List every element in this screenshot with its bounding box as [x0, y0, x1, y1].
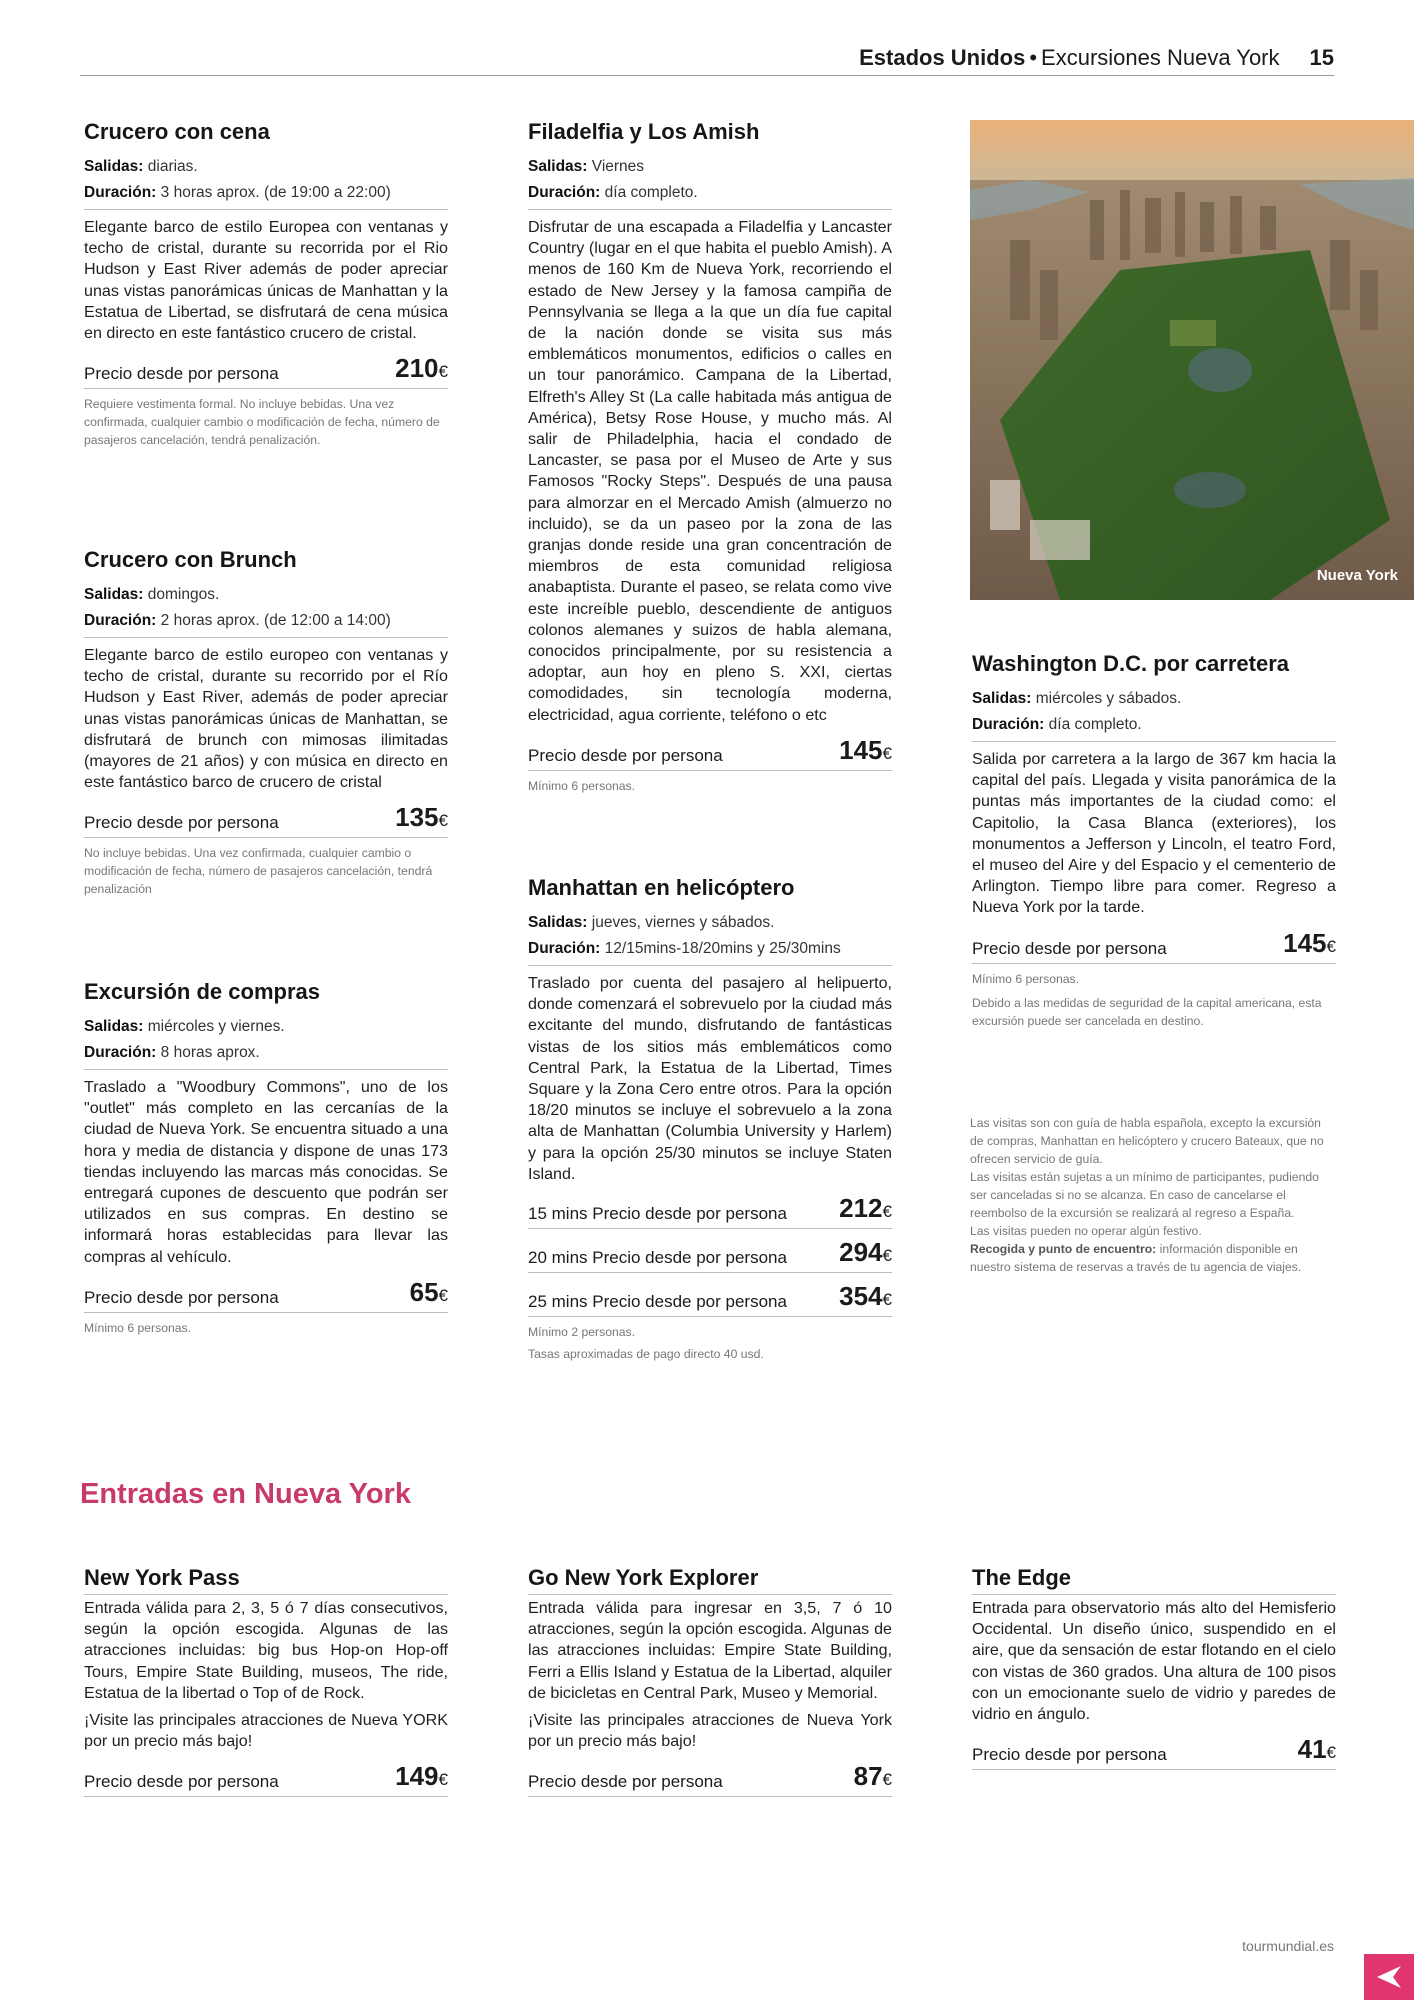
excursion-helicoptero [528, 874, 892, 1363]
duracion-label: Duración: [528, 940, 601, 957]
pickup-text: información disponible en nuestro sistema de reservas a través de tu agencia de viajes. [970, 1242, 1302, 1274]
currency-symbol: € [438, 1285, 448, 1305]
price-amount: 149 [395, 1761, 439, 1792]
entrada-new-york-pass [84, 1564, 448, 1797]
excursion-meta [84, 1014, 448, 1070]
duracion-value: 8 horas aprox. [160, 1044, 260, 1061]
currency-symbol: € [882, 743, 892, 763]
price-amount: 145 [1283, 927, 1327, 958]
duracion-value: día completo. [604, 184, 698, 201]
photo-caption: Nueva York [1316, 567, 1398, 584]
excursion-washington [972, 650, 1336, 1030]
currency-symbol: € [438, 811, 448, 831]
excursion-description: Elegante barco de estilo Europea con ventanas y techo de cristal, durante su recorrida por el Rio Hudson y East River además de poder apreciar unas vistas panorámicas únicas de Manhattan y la Estatua de Libertad, se disfrutará de cena música en directo en este fantástico crucero de cristal. [84, 218, 448, 343]
header-country: Estados Unidos [859, 45, 1026, 70]
excursion-meta [972, 686, 1336, 742]
duracion-label: Duración: [84, 1044, 157, 1061]
general-notes [970, 1114, 1334, 1276]
salidas-value: jueves, viernes y sábados. [591, 914, 775, 931]
price-value [1298, 1735, 1336, 1767]
excursion-title: Excursión de compras [84, 979, 320, 1004]
excursion-compras [84, 978, 448, 1337]
currency-symbol: € [882, 1246, 892, 1266]
entrada-paragraph: ¡Visite las principales atracciones de Nueva York por un precio más bajo! [528, 1711, 892, 1751]
entrada-paragraph: Entrada válida para ingresar en 3,5, 7 ó 10 atracciones, según la opción escogida. Algunas de las atracciones incluidas: Empire State Building, Ferri a Ellis Island y Estatua de la Libertad, alquiler de bicicletas en Central Park, Museo y Memorial. [528, 1599, 892, 1702]
price-label: Precio desde por persona [972, 938, 1167, 958]
excursion-note: Requiere vestimenta formal. No incluye bebidas. Una vez confirmada, cualquier cambio o modificación de fecha, número de pasajeros cancelación, tendrá penalización. [84, 397, 440, 448]
price-row [528, 730, 892, 771]
price-value [854, 1762, 892, 1794]
entrada-paragraph: Entrada para observatorio más alto del Hemisferio Occidental. Un diseño único, suspendido en el aire, que da sensación de estar flotando en el cielo con vistas de 360 grados. Una altura de 100 pisos con un emocionante suelo de vidrio y paredes de vidrio en ángulo. [972, 1599, 1336, 1724]
price-label: 15 mins Precio desde por persona [528, 1204, 787, 1224]
price-label: Precio desde por persona [528, 745, 723, 765]
entrada-title: The Edge [972, 1564, 1336, 1595]
price-label: Precio desde por persona [528, 1772, 723, 1792]
price-value [395, 354, 448, 386]
salidas-label: Salidas: [84, 1018, 144, 1035]
entrada-the-edge [972, 1564, 1336, 1770]
page-number: 15 [1309, 45, 1334, 70]
entrada-paragraph: ¡Visite las principales atracciones de Nueva YORK por un precio más bajo! [84, 1711, 448, 1751]
excursion-description: Traslado a "Woodbury Commons", uno de los "outlet" más completo en las cercanías de la ciudad de Nueva York. Se encuentra situado a una hora y media de distancia y dispone de unas 173 tiendas incluyendo las marcas más conocidas. Se entregará cupones de descuento que podrán ser utilizados en sus compras. En destino se informará horas establecidas para llevar las compras al vehículo. [84, 1078, 448, 1266]
price-amount: 41 [1297, 1734, 1327, 1765]
note-holidays: Las visitas pueden no operar algún festivo. [970, 1224, 1202, 1238]
excursion-crucero-cena [84, 118, 448, 449]
price-row-20 [528, 1233, 892, 1273]
excursion-crucero-brunch [84, 546, 448, 898]
duracion-value: día completo. [1048, 716, 1142, 733]
left-arrow-icon [1375, 1963, 1403, 1991]
salidas-label: Salidas: [528, 914, 588, 931]
excursion-note-tasas: Tasas aproximadas de pago directo 40 usd. [528, 1347, 764, 1362]
central-park-aerial-image [970, 120, 1414, 600]
entrada-description [84, 1598, 448, 1752]
duracion-label: Duración: [972, 716, 1045, 733]
currency-symbol: € [882, 1770, 892, 1790]
pickup-label: Recogida y punto de encuentro: [970, 1242, 1157, 1256]
price-label: Precio desde por persona [84, 1287, 279, 1307]
back-button[interactable] [1364, 1954, 1414, 2000]
price-value [1283, 929, 1336, 961]
price-amount: 135 [395, 802, 439, 833]
excursion-note: Mínimo 2 personas. [528, 1325, 636, 1340]
note-guide: Las visitas son con guía de habla española, excepto la excursión de compras, Manhattan en helicóptero y crucero Bateaux, que no ofrecen servicio de guía. [970, 1116, 1324, 1166]
price-label: Precio desde por persona [84, 813, 279, 833]
price-row [972, 923, 1336, 964]
entrada-description [528, 1598, 892, 1752]
price-row [84, 348, 448, 389]
price-amount: 354 [839, 1281, 883, 1312]
excursion-note: Mínimo 6 personas. [84, 1320, 192, 1335]
excursion-note: Mínimo 6 personas. [528, 778, 636, 793]
price-value [839, 1238, 892, 1270]
note-minimum: Las visitas están sujetas a un mínimo de participantes, pudiendo ser canceladas si no se alcanza. En caso de cancelarse el reembolso de la excursión se realizará al regreso a España. [970, 1170, 1319, 1220]
duracion-value: 2 horas aprox. (de 12:00 a 14:00) [160, 612, 391, 629]
price-label: 25 mins Precio desde por persona [528, 1292, 787, 1312]
currency-symbol: € [438, 362, 448, 382]
currency-symbol: € [1326, 936, 1336, 956]
currency-symbol: € [882, 1202, 892, 1222]
duracion-label: Duración: [84, 184, 157, 201]
excursion-title: Crucero con Brunch [84, 547, 297, 572]
note-pickup [970, 1240, 1334, 1276]
currency-symbol: € [1326, 1743, 1336, 1763]
duracion-label: Duración: [84, 612, 157, 629]
price-value [839, 736, 892, 768]
salidas-label: Salidas: [84, 586, 144, 603]
price-value [839, 1282, 892, 1314]
header-text [859, 44, 1334, 72]
currency-symbol: € [438, 1770, 448, 1790]
excursion-filadelfia [528, 118, 892, 795]
excursion-meta [84, 582, 448, 638]
price-amount: 210 [395, 353, 439, 384]
salidas-value: Viernes [591, 158, 645, 175]
entrada-description [972, 1598, 1336, 1725]
excursion-description: Salida por carretera a la largo de 367 km hacia la capital del país. Llegada y visita panorámica de la puntas más importantes de la ciudad como: el Capitolio, la Casa Blanca (exteriores), los monumentos a Jefferson y Lincoln, el teatro Ford, el museo del Aire y del Espacio y el cementerio de Arlington. Tiempo libre para comer. Regreso a Nueva York por la tarde. [972, 750, 1336, 917]
price-value [839, 1194, 892, 1226]
duracion-label: Duración: [528, 184, 601, 201]
header-section: Excursiones Nueva York [1041, 45, 1280, 70]
price-row [84, 1272, 448, 1313]
price-row-25 [528, 1277, 892, 1317]
central-park-photo [970, 120, 1414, 600]
price-amount: 87 [853, 1761, 883, 1792]
excursion-meta [528, 154, 892, 210]
currency-symbol: € [882, 1290, 892, 1310]
header-separator: • [1029, 45, 1038, 70]
price-value [395, 1762, 448, 1794]
excursion-description: Traslado por cuenta del pasajero al helipuerto, donde comenzará el sobrevuelo por la ciudad más excitante del mundo, disfrutando de fantásticas vistas de los sitios más emblemáticos como Central Park, la Estatua de la Libertad, Times Square y la Zona Cero entre otros. Para la opción 18/20 minutos se incluye el sobrevuelo a la zona alta de Manhattan (Columbia University y Harlem) y para la opción 25/30 minutos se incluye Staten Island. [528, 974, 892, 1183]
excursion-description: Elegante barco de estilo europeo con ventanas y techo de cristal, durante su recorrido por el Río Hudson y East River, además de poder apreciar unas vistas panorámicas únicas de Manhattan, se disfrutará de brunch con mimosas ilimitadas (mayores de 21 años) y con música en directo en este fantástico barco de crucero de cristal [84, 646, 448, 792]
price-label: Precio desde por persona [84, 364, 279, 384]
price-label: 20 mins Precio desde por persona [528, 1248, 787, 1268]
price-row [84, 1756, 448, 1797]
entrada-title: Go New York Explorer [528, 1564, 892, 1595]
price-amount: 212 [839, 1193, 883, 1224]
excursion-meta [84, 154, 448, 210]
salidas-label: Salidas: [528, 158, 588, 175]
excursion-title: Washington D.C. por carretera [972, 651, 1290, 676]
price-value [395, 803, 448, 835]
price-value [410, 1278, 448, 1310]
price-row [84, 797, 448, 838]
excursion-description: Disfrutar de una escapada a Filadelfia y Lancaster Country (lugar en el que habita el pueblo Amish). A menos de 160 Km de Nueva York, recorriendo el estado de New Jersey y la famosa campiña de Pennsylvania se llega a la que un día fue capital de la nación donde se visita sus más emblemáticos monumentos, edificios o calles en un tour panorámico. Campana de la Libertad, Elfreth's Alley St (La calle habitada más antigua de América), Betsy Rose House, y mucho más. Al salir de Philadelphia, hacia el condado de Lancaster, se pasa por el Museo de Arte y sus Famosos "Rocky Steps". Después de una pausa para almorzar en el Mercado Amish (almuerzo no incluido), se da un paseo por la zona de las granjas donde reside una gran concentración de miembros de esta comunidad religiosa anabaptista. Durante el paseo, se relata como vive este increíble pueblo, descendiente de antiguos colonos alemanes y suizos de habla alemana, conocidos principalmente, por su resistencia a adoptar, aun hoy en pleno S. XXI, ciertas comodidades, sin tecnología moderna, electricidad, agua corriente, teléfono o etc [528, 218, 892, 724]
excursion-title: Manhattan en helicóptero [528, 875, 795, 900]
price-amount: 294 [839, 1237, 883, 1268]
price-label: Precio desde por persona [972, 1745, 1167, 1765]
entrada-go-new-york-explorer [528, 1564, 892, 1797]
excursion-title: Filadelfia y Los Amish [528, 119, 760, 144]
price-amount: 145 [839, 734, 883, 765]
duracion-value: 12/15mins-18/20mins y 25/30mins [604, 940, 841, 957]
excursion-note: No incluye bebidas. Una vez confirmada, cualquier cambio o modificación de fecha, número de pasajeros cancelación, tendrá penalización [84, 846, 433, 897]
price-label: Precio desde por persona [84, 1772, 279, 1792]
duracion-value: 3 horas aprox. (de 19:00 a 22:00) [160, 184, 391, 201]
salidas-value: diarias. [147, 158, 198, 175]
salidas-value: miércoles y viernes. [147, 1018, 285, 1035]
footer-website: tourmundial.es [1242, 1938, 1334, 1954]
page-header [80, 44, 1334, 76]
price-row [528, 1756, 892, 1797]
price-amount: 65 [409, 1276, 439, 1307]
entradas-section-title: Entradas en Nueva York [80, 1478, 411, 1510]
salidas-label: Salidas: [84, 158, 144, 175]
salidas-value: miércoles y sábados. [1035, 690, 1182, 707]
salidas-value: domingos. [147, 586, 220, 603]
salidas-label: Salidas: [972, 690, 1032, 707]
excursion-meta [528, 910, 892, 966]
excursion-note-security: Debido a las medidas de seguridad de la capital americana, esta excursión puede ser cancelada en destino. [972, 995, 1322, 1028]
entrada-title: New York Pass [84, 1564, 448, 1595]
excursion-title: Crucero con cena [84, 119, 270, 144]
price-row-15 [528, 1189, 892, 1229]
excursion-note: Mínimo 6 personas. [972, 971, 1080, 986]
price-row [972, 1729, 1336, 1770]
entrada-paragraph: Entrada válida para 2, 3, 5 ó 7 días consecutivos, según la opción escogida. Algunas de las atracciones incluidas: big bus Hop-on Hop-off Tours, Empire State Building, museos, The ride, Estatua de la libertad o Top of de Rock. [84, 1599, 448, 1702]
